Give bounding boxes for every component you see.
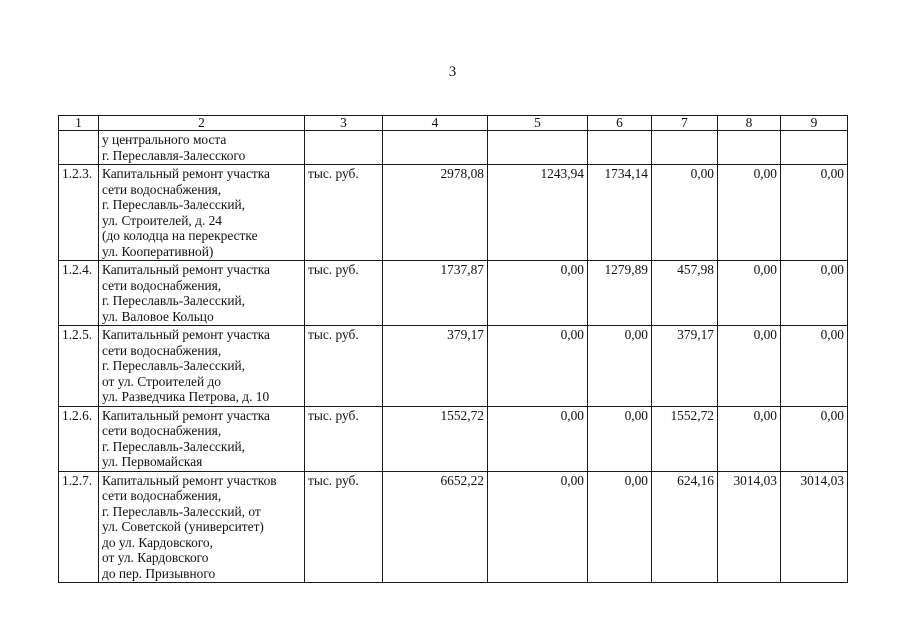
value-cell: 0,00 — [588, 406, 652, 471]
description-cell: Капитальный ремонт участка сети водоснабжения, г. Переславль-Залесский, ул. Первомайская — [99, 406, 305, 471]
column-header: 2 — [99, 116, 305, 131]
column-header: 8 — [718, 116, 781, 131]
row-number-cell: 1.2.5. — [59, 326, 99, 407]
value-cell: 0,00 — [488, 471, 588, 583]
column-header: 9 — [781, 116, 848, 131]
value-cell: 0,00 — [652, 165, 718, 261]
value-cell: 0,00 — [781, 165, 848, 261]
value-cell: 1552,72 — [383, 406, 488, 471]
value-cell: 1243,94 — [488, 165, 588, 261]
value-cell — [718, 131, 781, 165]
table-header-row — [59, 116, 848, 131]
description-cell: Капитальный ремонт участка сети водоснабжения, г. Переславль-Залесский, от ул. Строителей до ул. Разведчика Петрова, д. 10 — [99, 326, 305, 407]
value-cell: 1552,72 — [652, 406, 718, 471]
value-cell — [781, 131, 848, 165]
value-cell: 0,00 — [718, 261, 781, 326]
column-header: 1 — [59, 116, 99, 131]
value-cell: 0,00 — [488, 406, 588, 471]
value-cell: 3014,03 — [781, 471, 848, 583]
column-header: 7 — [652, 116, 718, 131]
table-row — [59, 326, 848, 407]
description-cell: Капитальный ремонт участка сети водоснабжения, г. Переславль-Залесский, ул. Валовое Кольцо — [99, 261, 305, 326]
description-cell: Капитальный ремонт участков сети водоснабжения, г. Переславль-Залесский, от ул. Советской (университет) до ул. Кардовского, от ул. Кардовского до пер. Призывного — [99, 471, 305, 583]
value-cell: 6652,22 — [383, 471, 488, 583]
value-cell: 0,00 — [718, 165, 781, 261]
value-cell: 457,98 — [652, 261, 718, 326]
value-cell — [652, 131, 718, 165]
row-number-cell: 1.2.4. — [59, 261, 99, 326]
value-cell: 0,00 — [781, 406, 848, 471]
column-header: 5 — [488, 116, 588, 131]
table-row — [59, 471, 848, 583]
value-cell: 0,00 — [718, 406, 781, 471]
value-cell: 0,00 — [718, 326, 781, 407]
budget-table — [58, 115, 848, 583]
value-cell: 0,00 — [588, 471, 652, 583]
value-cell: 0,00 — [781, 261, 848, 326]
value-cell: 624,16 — [652, 471, 718, 583]
column-header: 6 — [588, 116, 652, 131]
value-cell: 379,17 — [652, 326, 718, 407]
value-cell: 0,00 — [488, 261, 588, 326]
value-cell: 1734,14 — [588, 165, 652, 261]
table-body — [59, 116, 848, 583]
description-cell: Капитальный ремонт участка сети водоснабжения, г. Переславль-Залесский, ул. Строителей, д. 24 (до колодца на перекрестке ул. Кооперативной) — [99, 165, 305, 261]
value-cell: 2978,08 — [383, 165, 488, 261]
value-cell: 1737,87 — [383, 261, 488, 326]
value-cell — [383, 131, 488, 165]
table-row — [59, 261, 848, 326]
value-cell: 0,00 — [588, 326, 652, 407]
unit-cell: тыс. руб. — [305, 165, 383, 261]
unit-cell: тыс. руб. — [305, 406, 383, 471]
table-row — [59, 165, 848, 261]
description-cell: у центрального моста г. Переславля-Залесского — [99, 131, 305, 165]
page-number: 3 — [448, 64, 457, 80]
value-cell: 379,17 — [383, 326, 488, 407]
value-cell: 1279,89 — [588, 261, 652, 326]
table-row — [59, 131, 848, 165]
row-number-cell: 1.2.6. — [59, 406, 99, 471]
column-header: 3 — [305, 116, 383, 131]
unit-cell: тыс. руб. — [305, 261, 383, 326]
row-number-cell: 1.2.7. — [59, 471, 99, 583]
value-cell: 0,00 — [781, 326, 848, 407]
unit-cell — [305, 131, 383, 165]
unit-cell: тыс. руб. — [305, 326, 383, 407]
value-cell: 3014,03 — [718, 471, 781, 583]
table-row — [59, 406, 848, 471]
value-cell: 0,00 — [488, 326, 588, 407]
value-cell — [588, 131, 652, 165]
row-number-cell: 1.2.3. — [59, 165, 99, 261]
column-header: 4 — [383, 116, 488, 131]
row-number-cell — [59, 131, 99, 165]
value-cell — [488, 131, 588, 165]
unit-cell: тыс. руб. — [305, 471, 383, 583]
